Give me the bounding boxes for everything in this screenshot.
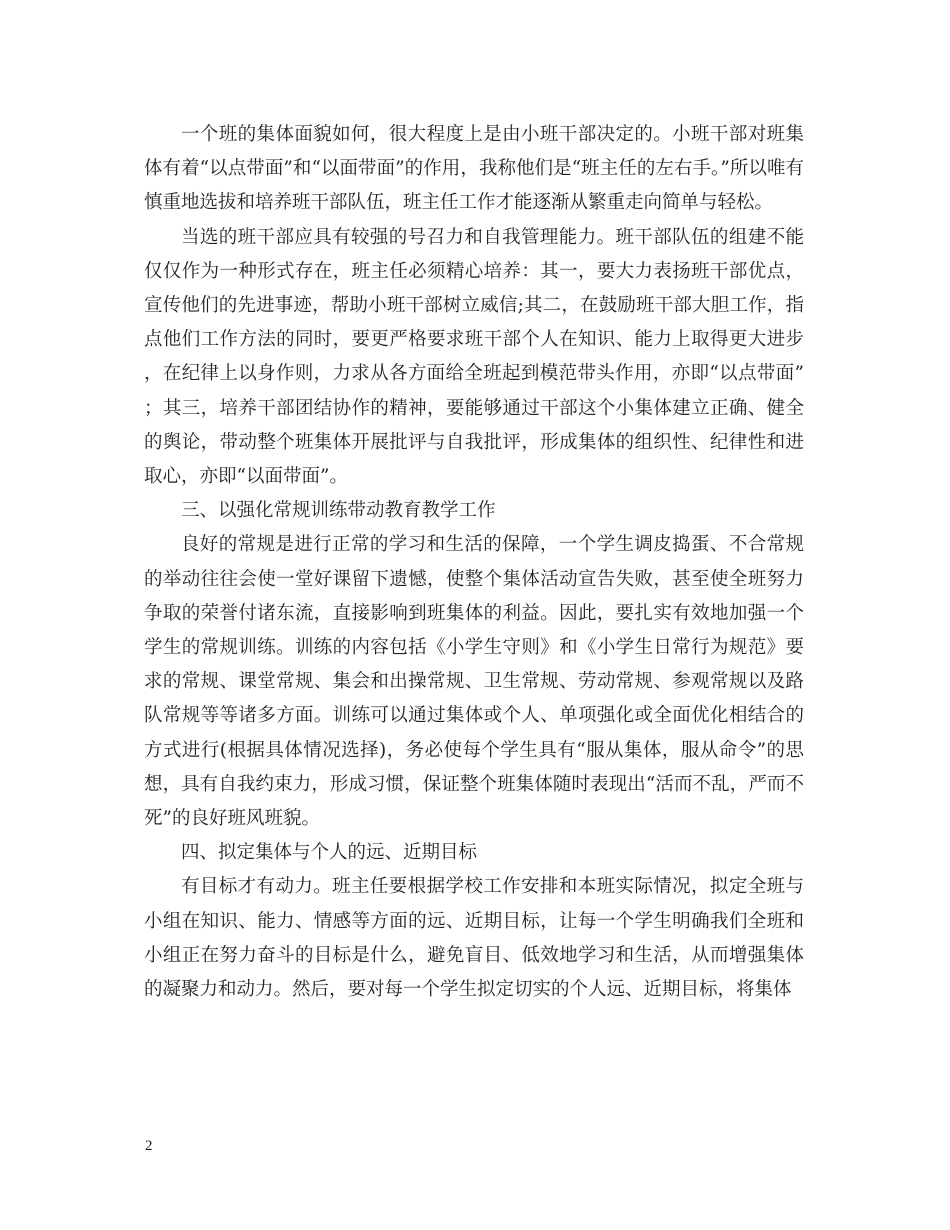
- document-body: [144, 118, 804, 1007]
- section-heading: 四、拟定集体与个人的远、近期目标: [181, 842, 478, 864]
- paragraph: 有目标才有动力。班主任要根据学校工作安排和本班实际情况，拟定全班与小组在知识、能力、情感等方面的远、近期目标，让每一个学生明确我们全班和小组正在努力奋斗的目标是什么，避免盲目、低效地学习和生活，从而增强集体的凝聚力和动力。然后，要对每一个学生拟定切实的个人远、近期目标，将集体: [144, 876, 804, 1001]
- paragraph: 当选的班干部应具有较强的号召力和自我管理能力。班干部队伍的组建不能仅仅作为一种形式存在，班主任必须精心培养：其一，要大力表扬班干部优点，宣传他们的先进事迹，帮助小班干部树立威信;其二，在鼓励班干部大胆工作，指点他们工作方法的同时，要更严格要求班干部个人在知识、能力上取得更大进步，在纪律上以身作则，力求从各方面给全班起到模范带头作用，亦即“以点带面”；其三，培养干部团结协作的精神，要能够通过干部这个小集体建立正确、健全的舆论，带动整个班集体开展批评与自我批评，形成集体的组织性、纪律性和进取心，亦即“以面带面”。: [144, 226, 804, 488]
- page-number: 2: [145, 1138, 153, 1154]
- paragraph: 一个班的集体面貌如何，很大程度上是由小班干部决定的。小班干部对班集体有着“以点带面”和“以面带面”的作用，我称他们是“班主任的左右手。”所以唯有慎重地选拔和培养班干部队伍，班主任工作才能逐渐从繁重走向简单与轻松。: [144, 124, 804, 214]
- paragraph: 良好的常规是进行正常的学习和生活的保障，一个学生调皮捣蛋、不合常规的举动往往会使一堂好课留下遗憾，使整个集体活动宣告失败，甚至使全班努力争取的荣誉付诸东流，直接影响到班集体的利益。因此，要扎实有效地加强一个学生的常规训练。训练的内容包括《小学生守则》和《小学生日常行为规范》要求的常规、课堂常规、集会和出操常规、卫生常规、劳动常规、参观常规以及路队常规等等诸多方面。训练可以通过集体或个人、单项强化或全面优化相结合的方式进行(根据具体情况选择)，务必使每个学生具有“服从集体，服从命令”的思想，具有自我约束力，形成习惯，保证整个班集体随时表现出“活而不乱，严而不死”的良好班风班貌。: [144, 534, 804, 830]
- section-heading: 三、以强化常规训练带动教育教学工作: [181, 500, 496, 522]
